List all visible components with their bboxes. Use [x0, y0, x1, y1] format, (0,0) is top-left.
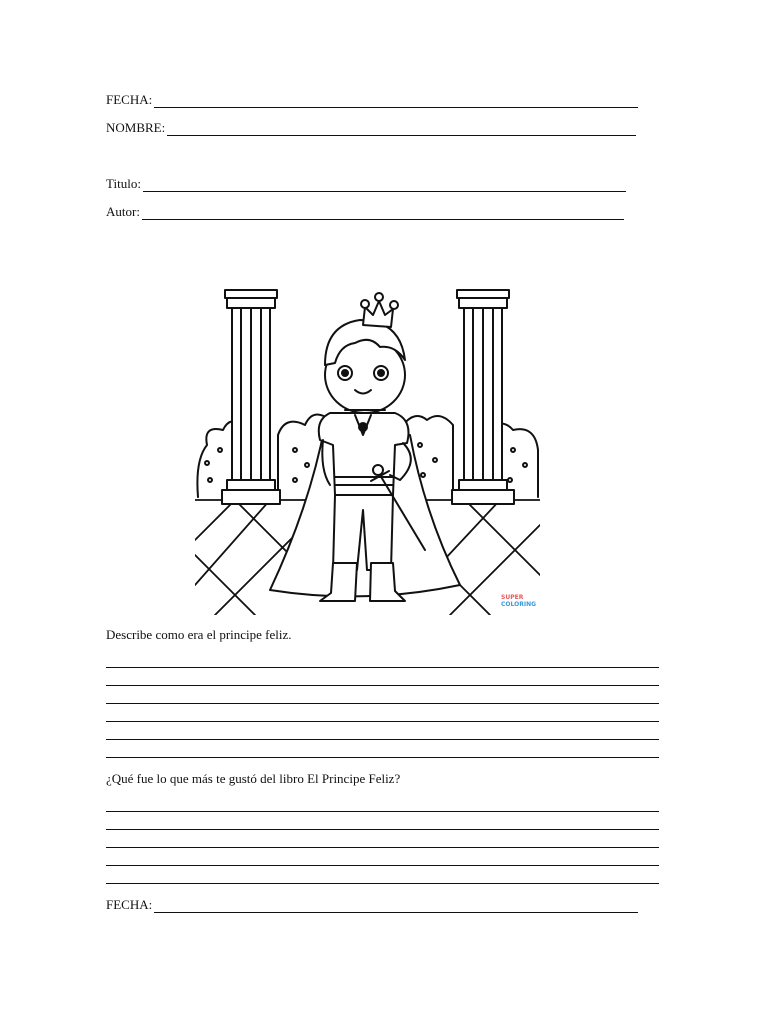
answer-line[interactable] [106, 847, 659, 848]
fecha-field[interactable] [106, 92, 638, 108]
footer-fecha-blank[interactable] [154, 900, 638, 913]
question-1: Describe como era el principe feliz. [106, 627, 292, 642]
watermark-logo [501, 594, 536, 608]
answer-area-2[interactable] [106, 811, 659, 901]
autor-blank[interactable] [142, 207, 624, 220]
watermark-text-2: COLORING [501, 601, 537, 608]
titulo-field[interactable] [106, 176, 626, 192]
footer-fecha-label: FECHA: [106, 897, 153, 912]
answer-line[interactable] [106, 685, 659, 686]
watermark-text-1: SUPER [501, 594, 524, 601]
crown-icon [361, 293, 398, 327]
answer-area-1[interactable] [106, 667, 659, 775]
fecha-blank[interactable] [154, 95, 638, 108]
titulo-blank[interactable] [143, 179, 626, 192]
answer-line[interactable] [106, 883, 659, 884]
fecha-label: FECHA: [106, 92, 153, 107]
answer-line[interactable] [106, 721, 659, 722]
footer-fecha-field[interactable] [106, 897, 638, 913]
prince-illustration [195, 285, 540, 615]
prince-head [325, 320, 405, 413]
question-2: ¿Qué fue lo que más te gustó del libro El Principe Feliz? [106, 771, 401, 786]
autor-label: Autor: [106, 204, 140, 219]
answer-line[interactable] [106, 757, 659, 758]
answer-line[interactable] [106, 811, 659, 812]
autor-field[interactable] [106, 204, 624, 220]
answer-line[interactable] [106, 667, 659, 668]
answer-line[interactable] [106, 739, 659, 740]
right-column [452, 290, 514, 504]
nombre-blank[interactable] [167, 123, 636, 136]
titulo-label: Titulo: [106, 176, 141, 191]
answer-line[interactable] [106, 865, 659, 866]
answer-line[interactable] [106, 829, 659, 830]
answer-line[interactable] [106, 703, 659, 704]
nombre-field[interactable] [106, 120, 636, 136]
left-column [222, 290, 280, 504]
nombre-label: NOMBRE: [106, 120, 166, 135]
